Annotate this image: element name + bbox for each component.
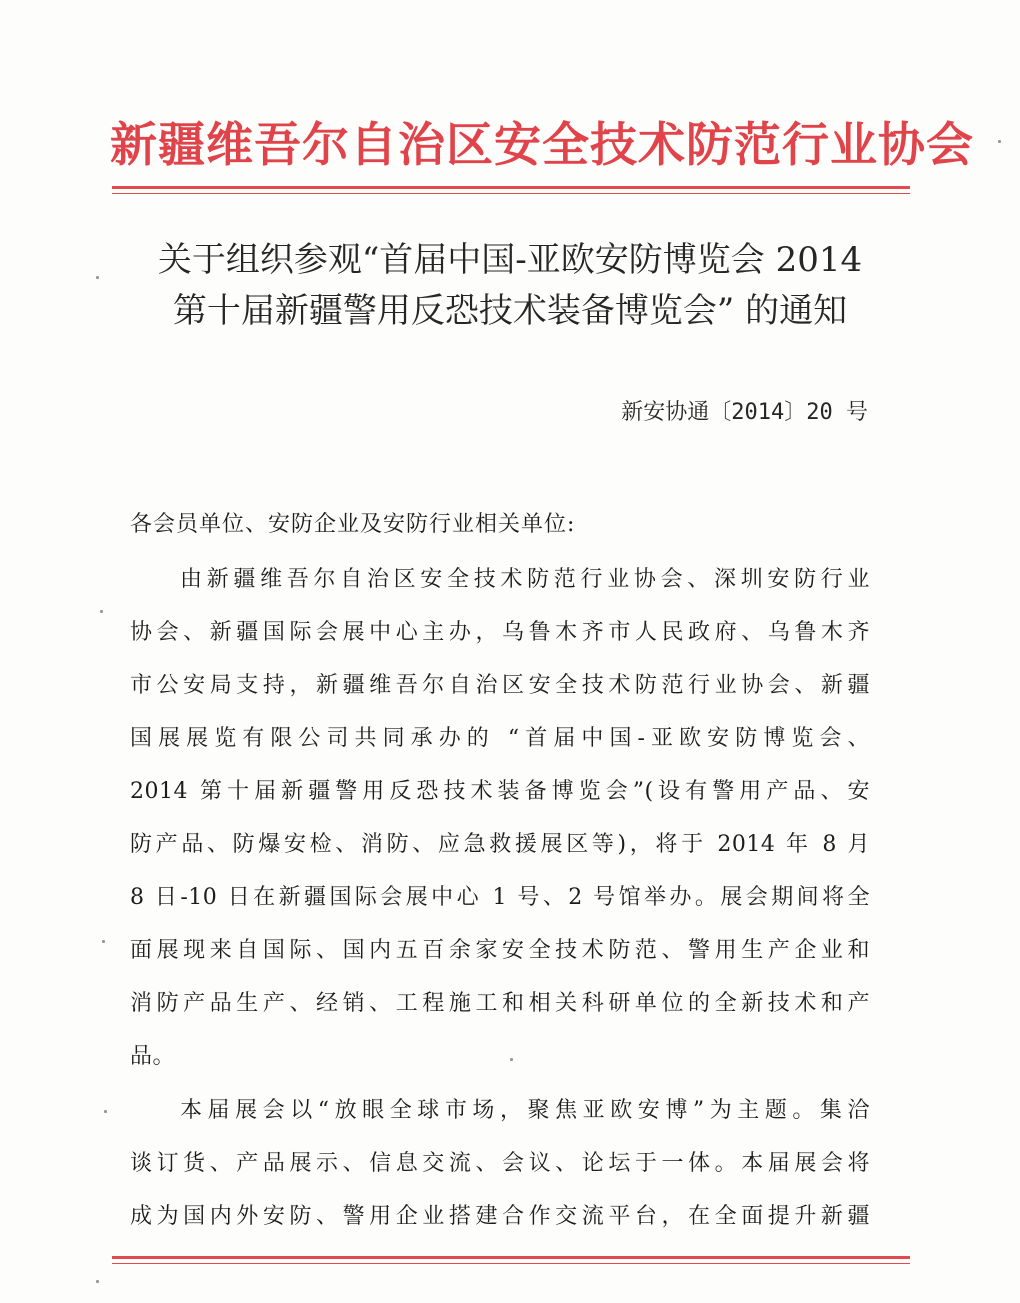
scan-speck [96, 1280, 99, 1283]
paragraph-line: 防产品、防爆安检、消防、应急救援展区等)，将于 2014 年 8 月 [130, 832, 870, 857]
paragraph-line: 协会、新疆国际会展中心主办，乌鲁木齐市人民政府、乌鲁木齐 [130, 620, 870, 645]
paragraph-line: 面展现来自国际、国内五百余家安全技术防范、警用生产企业和 [130, 938, 870, 963]
scan-speck [102, 940, 105, 943]
document-number: 新安协通〔2014〕20 号 [621, 400, 868, 425]
notice-title-line-2: 第十届新疆警用反恐技术装备博览会” 的通知 [172, 291, 848, 331]
notice-title-line-1: 关于组织参观“首届中国-亚欧安防博览会 2014 [157, 240, 863, 280]
paragraph-line: 国展展览有限公司共同承办的 “首届中国-亚欧安防博览会、 [130, 726, 870, 751]
paragraph-line: 市公安局支持，新疆维吾尔自治区安全技术防范行业协会、新疆 [130, 673, 870, 698]
paragraph-line: 8 日-10 日在新疆国际会展中心 1 号、2 号馆举办。展会期间将全 [130, 885, 870, 910]
scan-speck [510, 1058, 513, 1061]
paragraph-line: 谈订货、产品展示、信息交流、会议、论坛于一体。本届展会将 [130, 1151, 870, 1176]
footer-rule-thin [112, 1263, 910, 1264]
scan-speck [96, 276, 99, 279]
paragraph-line: 消防产品生产、经销、工程施工和相关科研单位的全新技术和产 [130, 991, 870, 1016]
paragraph-line: 成为国内外安防、警用企业搭建合作交流平台，在全面提升新疆 [130, 1204, 870, 1229]
letterhead-rule-thick [112, 186, 910, 189]
paragraph-line: 由新疆维吾尔自治区安全技术防范行业协会、深圳安防行业 [180, 567, 870, 592]
footer-rule-thick [112, 1256, 910, 1259]
paragraph-line: 2014 第十届新疆警用反恐技术装备博览会”(设有警用产品、安 [130, 779, 870, 804]
scan-speck [998, 140, 1001, 143]
paragraph-line: 本届展会以“放眼全球市场，聚焦亚欧安博”为主题。集洽 [180, 1098, 870, 1123]
letterhead-rule-thin [112, 193, 910, 194]
salutation: 各会员单位、安防企业及安防行业相关单位: [130, 512, 576, 537]
scan-speck [104, 1110, 107, 1113]
letterhead-org-name: 新疆维吾尔自治区安全技术防范行业协会 [110, 118, 974, 173]
scan-speck [100, 610, 103, 613]
paragraph-line: 品。 [130, 1044, 176, 1069]
